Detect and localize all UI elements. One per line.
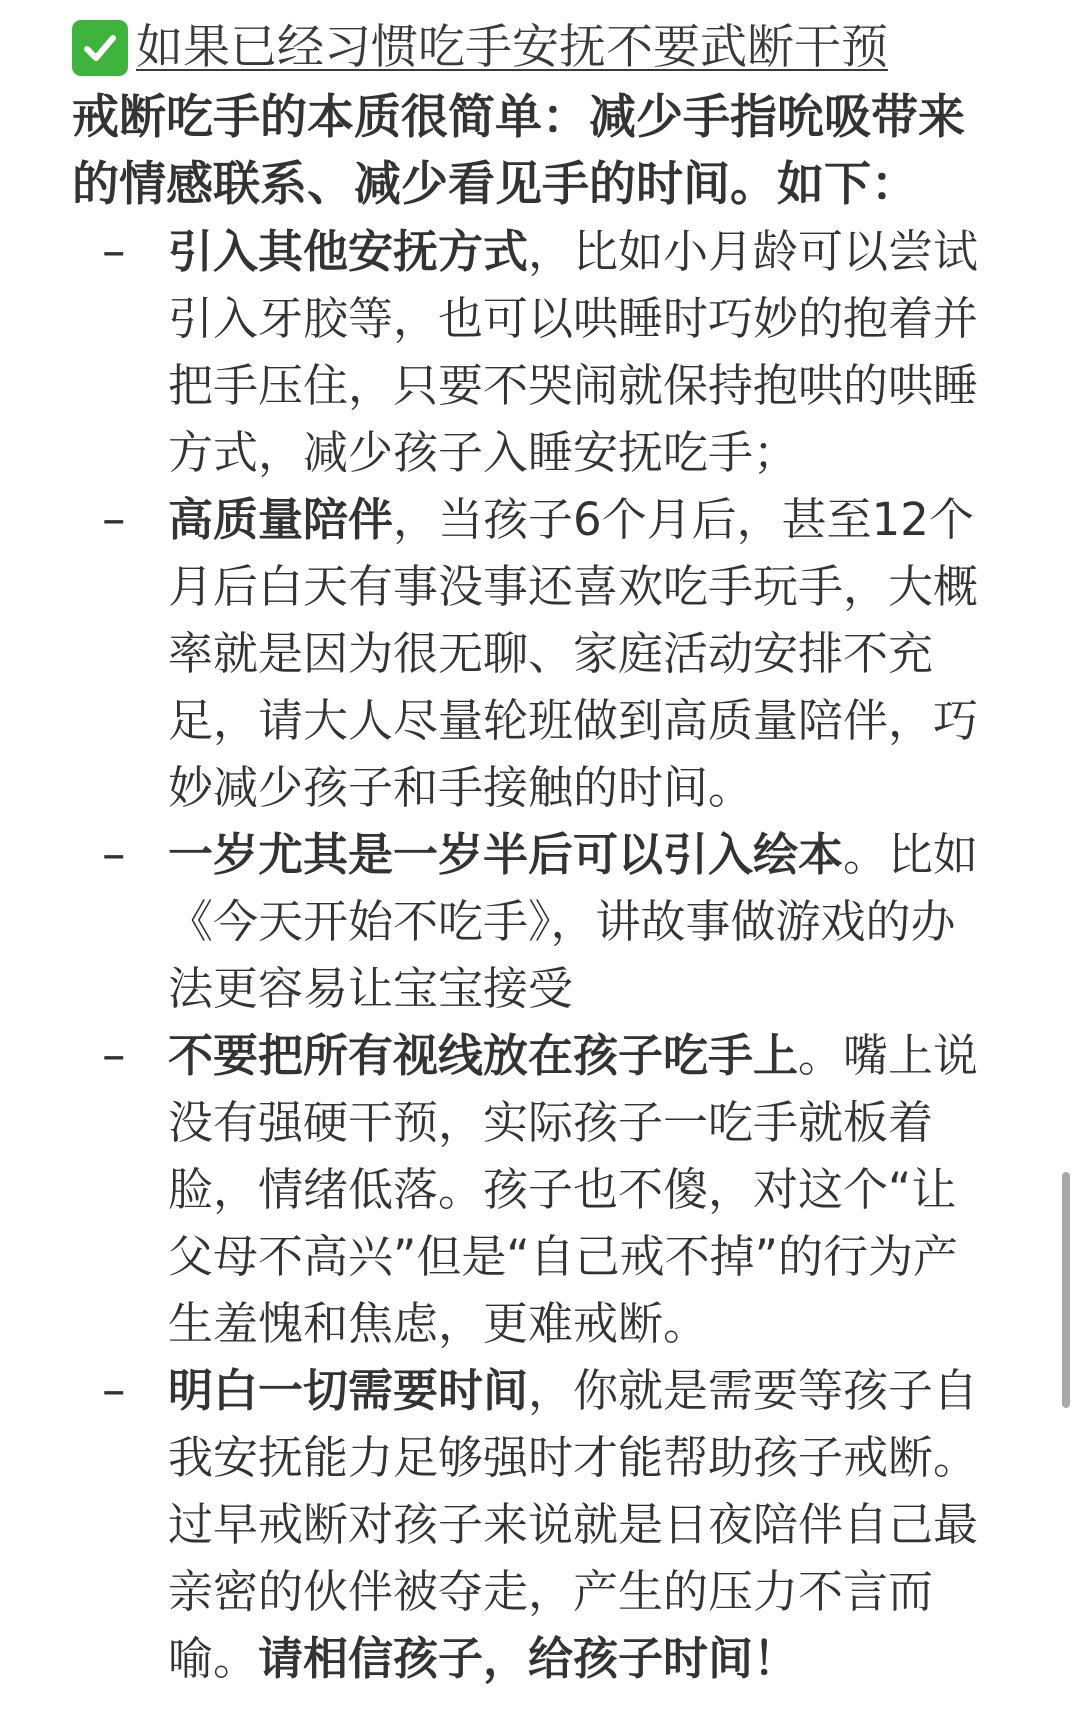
check-mark-icon <box>72 20 128 76</box>
list-item-closing: 请相信孩子，给孩子时间！ <box>258 1632 799 1685</box>
tips-list <box>0 218 1080 1692</box>
list-item-title: 不要把所有视线放在孩子吃手上 <box>168 1029 799 1082</box>
heading-text: 如果已经习惯吃手安抚不要武断干预 <box>136 20 888 75</box>
list-item <box>0 486 1080 821</box>
list-item-body <box>168 1022 998 1357</box>
list-item-text: 。比如《今天开始不吃手》，讲故事做游戏的办法更容易让宝宝接受 <box>168 828 979 1015</box>
intro-paragraph: 戒断吃手的本质很简单：减少手指吮吸带来的情感联系、减少看见手的时间。如下： <box>72 90 965 212</box>
list-item-body <box>168 218 998 486</box>
list-bullet: – <box>102 827 126 882</box>
list-bullet: – <box>102 1363 126 1418</box>
list-item-text: ，你就是需要等孩子自我安抚能力足够强时才能帮助孩子戒断。过早戒断对孩子来说就是日夜陪伴自己最亲密的伙伴被夺走，产生的压力不言而喻。 <box>168 1364 979 1685</box>
list-item <box>0 218 1080 486</box>
vertical-scrollbar[interactable] <box>1062 1172 1070 1408</box>
list-item <box>0 1357 1080 1692</box>
list-bullet: – <box>102 492 126 547</box>
list-bullet: – <box>102 1028 126 1083</box>
list-item-text: 。嘴上说没有强硬干预，实际孩子一吃手就板着脸，情绪低落。孩子也不傻，对这个“让父母不高兴”但是“自己戒不掉”的行为产生羞愧和焦虑，更难戒断。 <box>168 1029 979 1350</box>
section-heading <box>72 16 888 80</box>
list-item-body <box>168 821 998 1022</box>
list-bullet: – <box>102 224 126 279</box>
list-item-title: 高质量陪伴 <box>168 493 394 546</box>
list-item-title: 明白一切需要时间 <box>168 1364 529 1417</box>
list-item-body <box>168 486 998 821</box>
list-item-text: ，比如小月龄可以尝试引入牙胶等，也可以哄睡时巧妙的抱着并把手压住，只要不哭闹就保持抱哄的哄睡方式，减少孩子入睡安抚吃手； <box>168 225 979 479</box>
list-item <box>0 1022 1080 1357</box>
list-item-body <box>168 1357 998 1692</box>
list-item <box>0 821 1080 1022</box>
list-item-title: 引入其他安抚方式 <box>168 225 529 278</box>
list-item-title: 一岁尤其是一岁半后可以引入绘本 <box>168 828 844 881</box>
list-item-text: ，当孩子6个月后，甚至12个月后白天有事没事还喜欢吃手玩手，大概率就是因为很无聊、家庭活动安排不充足，请大人尽量轮班做到高质量陪伴，巧妙减少孩子和手接触的时间。 <box>168 493 979 814</box>
